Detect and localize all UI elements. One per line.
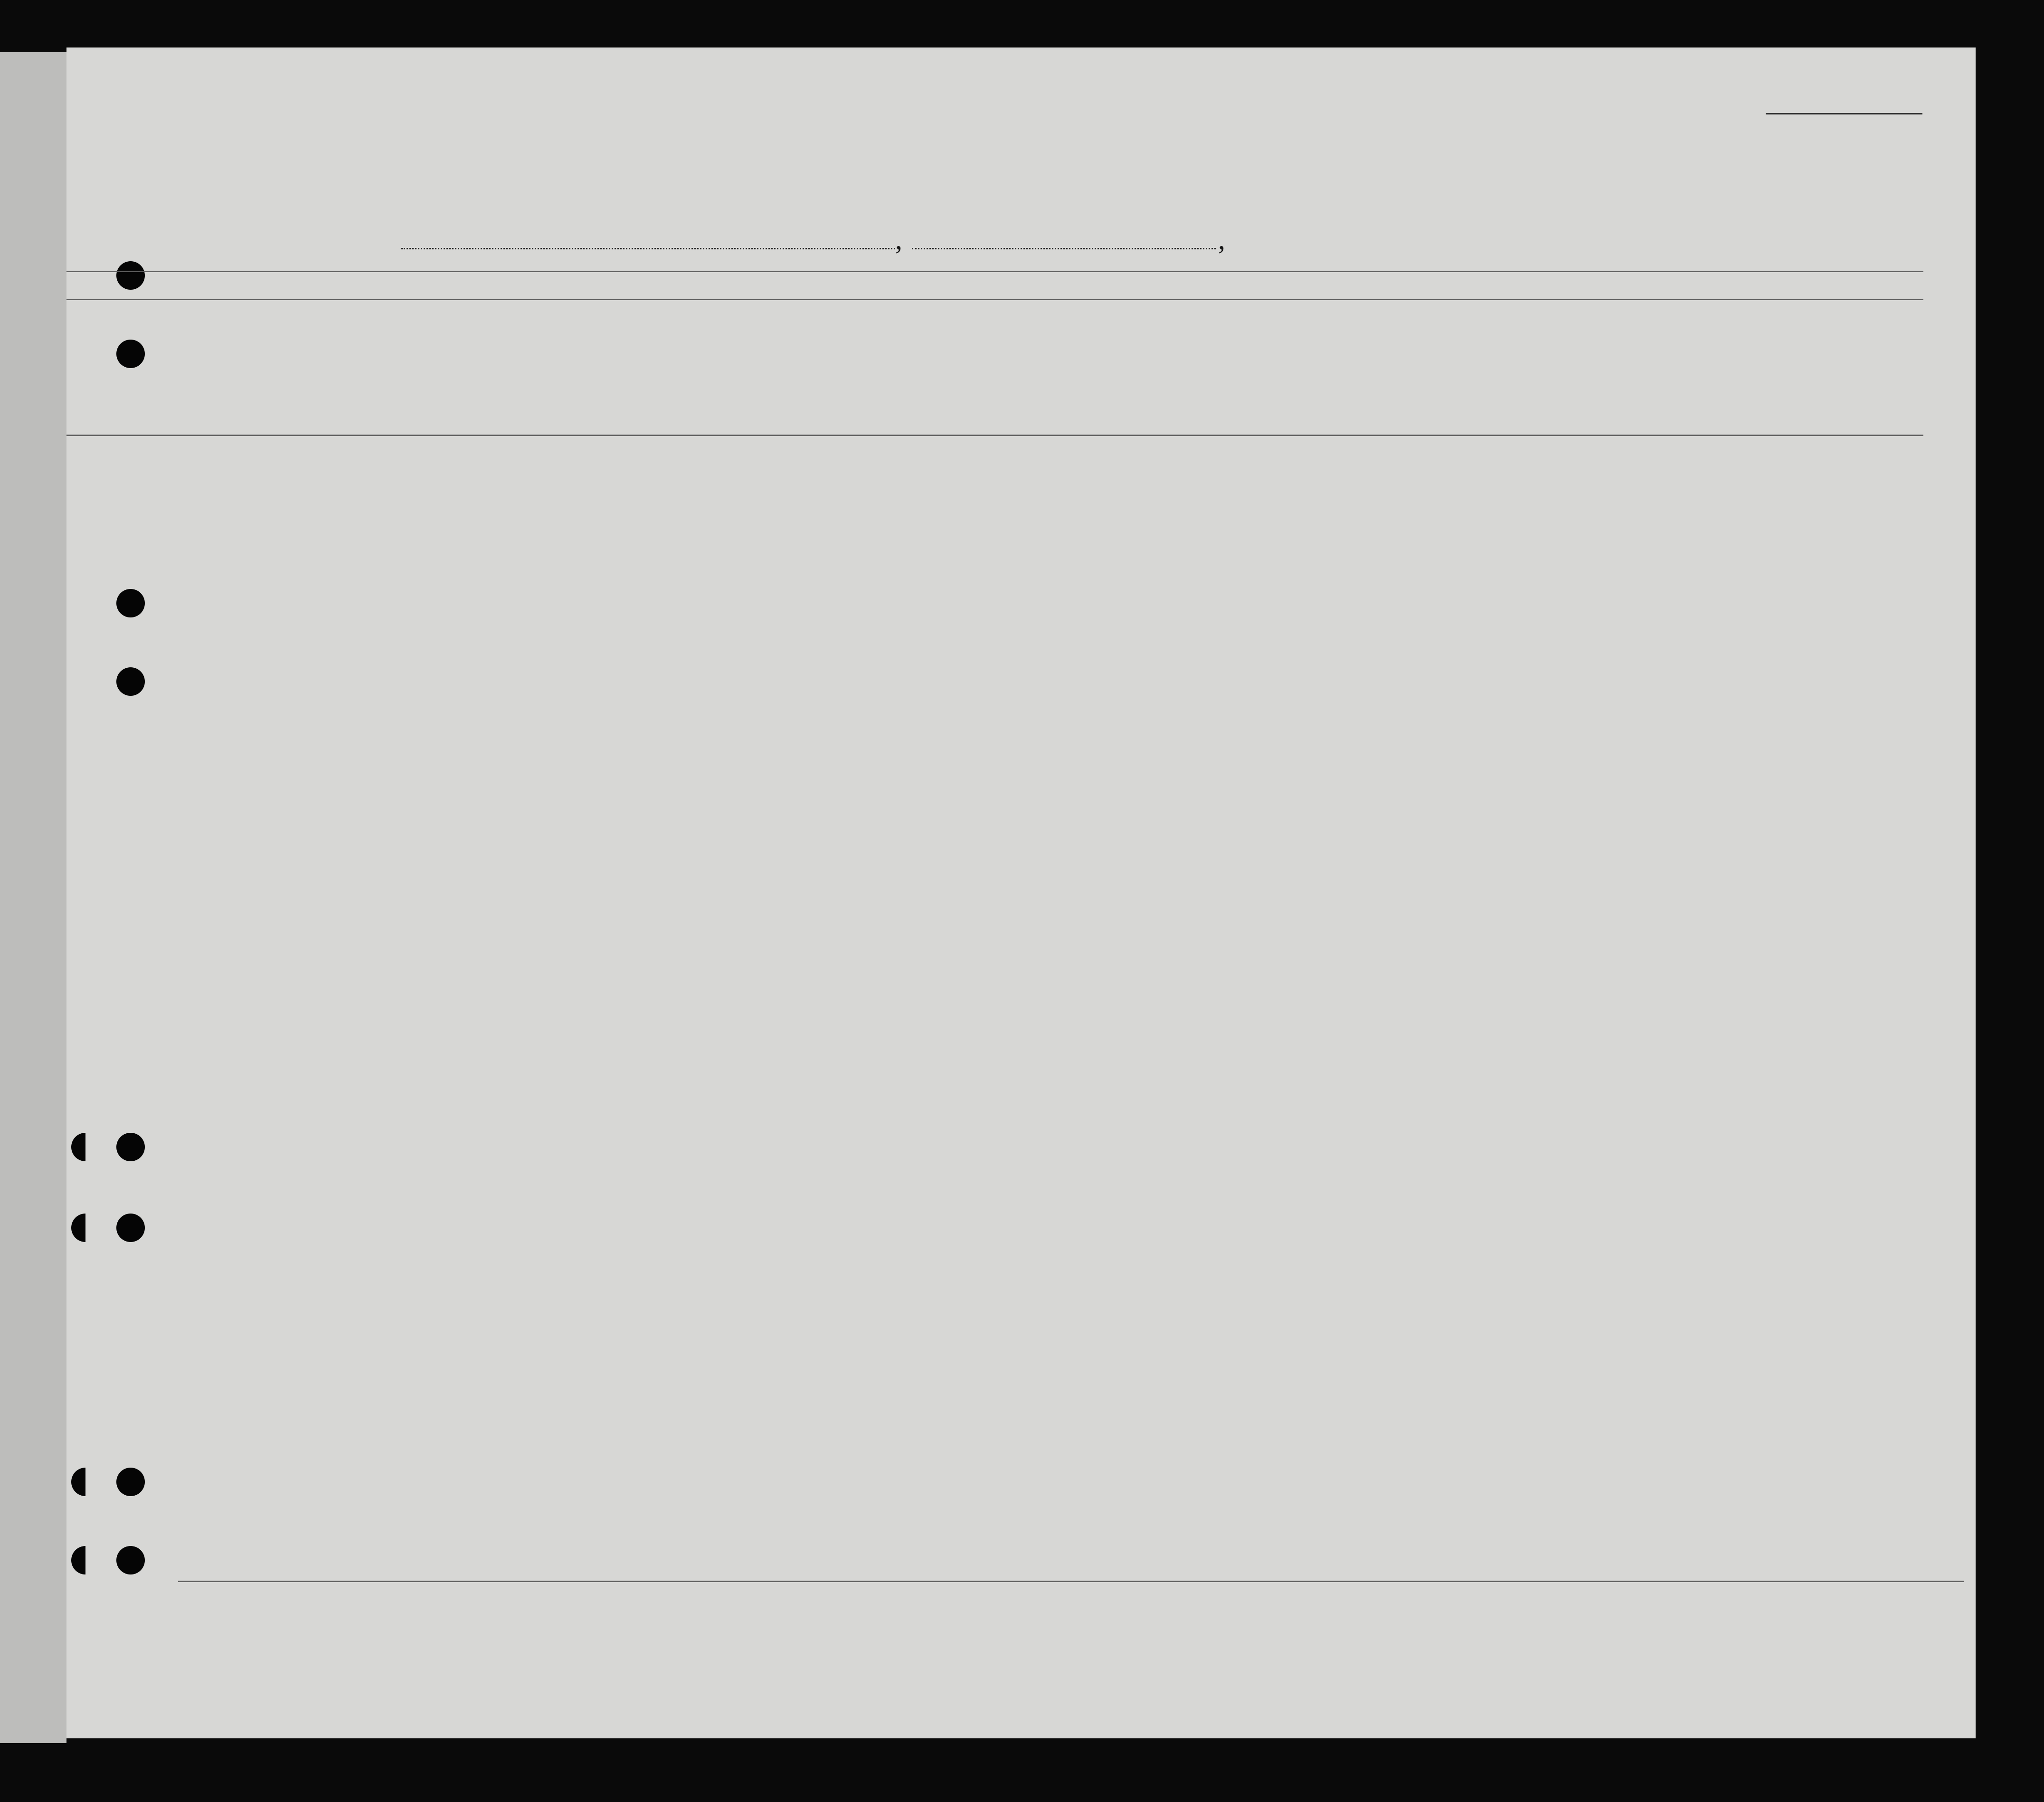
previous-page-strip bbox=[0, 52, 66, 1743]
header-ticket bbox=[636, 311, 662, 430]
header-money bbox=[755, 311, 781, 430]
binder-hole bbox=[116, 340, 145, 368]
port-line bbox=[401, 248, 895, 249]
header-prison bbox=[1315, 313, 1339, 430]
header-inches bbox=[1669, 394, 1684, 430]
header-polygamist bbox=[1350, 313, 1364, 430]
binder-hole bbox=[116, 261, 145, 290]
header-anarchist bbox=[1376, 313, 1390, 430]
list-underline bbox=[1766, 113, 1922, 114]
table-colnum-border bbox=[66, 299, 1923, 300]
port-comma: , bbox=[895, 224, 902, 255]
binder-hole bbox=[116, 1133, 145, 1161]
header-deported bbox=[1497, 313, 1518, 430]
manifest-page bbox=[66, 47, 1976, 1738]
table-top-border bbox=[66, 271, 1923, 272]
binder-hole bbox=[116, 1468, 145, 1496]
binder-hole bbox=[116, 1546, 145, 1574]
header-return-intent bbox=[1172, 323, 1201, 430]
header-citizen bbox=[1282, 323, 1306, 430]
date-comma: , bbox=[1218, 224, 1225, 255]
table-bottom-border bbox=[178, 1581, 1964, 1582]
header-labor-offer bbox=[1446, 313, 1475, 430]
date-line bbox=[912, 248, 1216, 249]
binder-hole bbox=[116, 589, 145, 617]
table-header-border bbox=[66, 435, 1923, 436]
binder-hole bbox=[116, 1214, 145, 1242]
header-length-stay bbox=[1216, 323, 1240, 430]
binder-hole bbox=[116, 667, 145, 696]
header-overthrow bbox=[1402, 313, 1440, 430]
header-feet bbox=[1647, 399, 1661, 430]
